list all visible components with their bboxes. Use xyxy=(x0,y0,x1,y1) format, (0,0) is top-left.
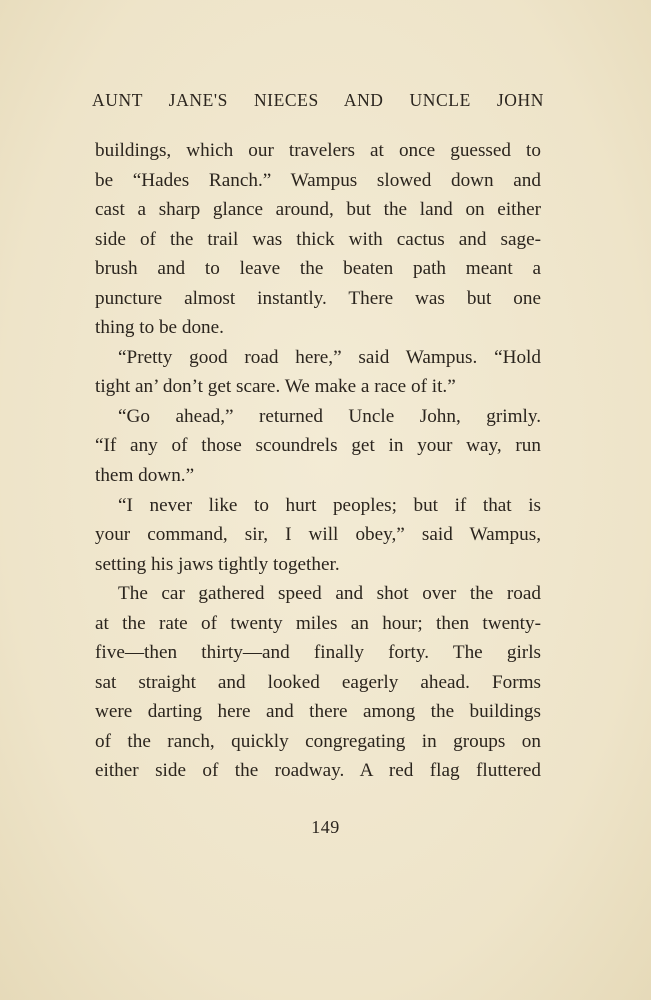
text-line: cast a sharp glance around, but the land on either xyxy=(95,199,541,221)
text-line: “I never like to hurt peoples; but if that is xyxy=(118,494,541,516)
text-line: be “Hades Ranch.” Wampus slowed down and xyxy=(95,169,541,191)
text-line: thing to be done. xyxy=(95,317,224,339)
text-line: setting his jaws tightly together. xyxy=(95,553,340,575)
text-line: puncture almost instantly. There was but one xyxy=(95,287,541,309)
page-number: 149 xyxy=(311,817,340,837)
text-line: buildings, which our travelers at once guessed to xyxy=(95,140,541,161)
running-header: AUNT JANE'S NIECES AND UNCLE JOHN xyxy=(92,90,544,110)
text-line: The car gathered speed and shot over the road xyxy=(118,583,541,605)
text-line: them down.” xyxy=(95,465,195,487)
text-line: brush and to leave the beaten path meant a xyxy=(95,258,541,280)
text-line: either side of the roadway. A red flag fluttered xyxy=(95,760,541,782)
text-line: at the rate of twenty miles an hour; then twenty- xyxy=(95,612,541,634)
text-line: five—then thirty—and finally forty. The girls xyxy=(95,642,541,664)
text-line: sat straight and looked eagerly ahead. Forms xyxy=(95,671,541,693)
text-line: side of the trail was thick with cactus and sage- xyxy=(95,228,541,250)
text-line: “Go ahead,” returned Uncle John, grimly. xyxy=(118,405,541,427)
text-line: your command, sir, I will obey,” said Wampus, xyxy=(95,524,541,546)
body-text xyxy=(95,136,541,786)
text-line: of the ranch, quickly congregating in groups on xyxy=(95,730,541,752)
text-line: tight an’ don’t get scare. We make a race of it.” xyxy=(95,376,456,398)
text-line: “Pretty good road here,” said Wampus. “Hold xyxy=(118,346,541,368)
text-line: “If any of those scoundrels get in your way, run xyxy=(95,435,541,457)
text-line: were darting here and there among the buildings xyxy=(95,701,541,723)
